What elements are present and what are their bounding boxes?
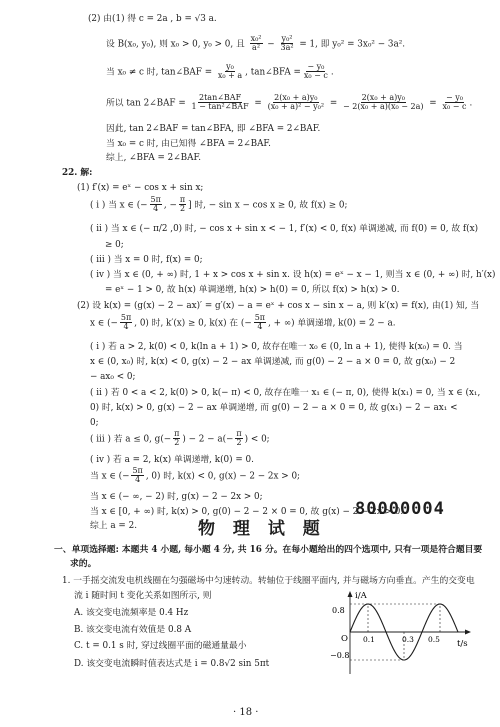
numerator: π [179, 195, 186, 204]
text: x ∈ (− [90, 318, 118, 329]
y-axis-label: i/A [355, 591, 367, 601]
solution-part2-line5: 因此, tan 2∠BAF = tan∠BFA, 即 ∠BFA = 2∠BAF. [106, 124, 321, 134]
q22-line: − ax₀ < 0; [90, 372, 136, 382]
text: = 1, 即 y₀² = 3x₀² − 3a². [296, 39, 406, 50]
text: 当 x ∈ (− [90, 471, 130, 482]
denominator: 3a² [280, 43, 294, 53]
text: ) < 0; [244, 434, 270, 445]
option-a: A. 该交变电流频率是 0.4 Hz [74, 608, 189, 618]
text: ] 时, − sin x − cos x ≥ 0, 故 f(x) ≥ 0; [188, 200, 348, 211]
numerator: − y₀ [307, 62, 325, 71]
denominator: 2 [236, 438, 242, 448]
numerator: 5π [150, 195, 161, 204]
denominator: 4 [135, 475, 141, 485]
text: 所以 tan 2∠BAF = [106, 98, 186, 109]
fraction [217, 63, 243, 81]
y-tick-label: 0.8 [332, 606, 345, 615]
option-c: C. t = 0.1 s 时, 穿过线圈平面的磁通量最小 [74, 641, 247, 651]
text: 设 B(x₀, y₀), 则 x₀ > 0, y₀ > 0, 且 [106, 39, 245, 50]
text: ( iii ) 若 a ≤ 0, g(− [90, 434, 172, 445]
fraction [254, 314, 266, 332]
text: , 0) 时, k′(x) ≥ 0, k(x) 在 (− [134, 318, 252, 329]
denominator: 1 − tan²∠BAF [191, 102, 249, 112]
fraction [179, 196, 186, 214]
numerator: 2(x₀ + a)y₀ [274, 93, 318, 102]
solution-part2-line6: 当 x₀ = c 时, 由已知得 ∠BFA = 2∠BAF. [106, 139, 271, 149]
q22-line: (2) 设 k(x) = (g(x) − 2 − ax)′ = g′(x) − a = eˣ + cos x − sin x − a, 则 k′(x) = f(x), 由(1) 知, 当 [77, 301, 480, 311]
question-1-stem-line2: 流 i 随时间 t 变化关系如图所示, 则 [74, 591, 212, 601]
fraction [173, 430, 180, 448]
option-d: D. 该交变电流瞬时值表达式是 i = 0.8√2 sin 5πt [74, 659, 270, 669]
section-instructions-line2: 求的。 [70, 559, 97, 569]
x-tick-label: 0.1 [363, 635, 375, 644]
text: = [426, 98, 440, 109]
denominator: x₀ − c [303, 71, 328, 81]
q22-line: ( ii ) 当 x ∈ (− π/2 ,0) 时, − cos x + sin x < − 1, f′(x) < 0, f(x) 单调递减, 而 f(0) = 0, 故 f(x) [90, 224, 479, 234]
solution-part2-line2 [106, 35, 405, 53]
fraction [191, 94, 250, 112]
q22-line: 当 x ∈ [0, + ∞) 时, k(x) > 0, g(0) − 2 − 2 × 0 = 0, 故 g(x) − 2 − 2x > 0. [90, 507, 404, 517]
fraction [150, 196, 162, 214]
denominator: x₀ + a [217, 71, 243, 81]
text: , − [163, 200, 177, 211]
numerator: 5π [132, 466, 143, 475]
q22-line: x ∈ (0, x₀) 时, k(x) < 0, g(x) − 2 − ax 单调递减, 而 g(0) − 2 − a × 0 = 0, 故 g(x₀) − 2 [90, 357, 456, 367]
denominator: − 2(x₀ + a)(x₀ − 2a) [343, 102, 424, 112]
fraction [441, 94, 467, 112]
q22-line: ( iv ) 当 x ∈ (0, + ∞) 时, 1 + x > cos x + sin x. 设 h(x) = eˣ − x − 1, 则当 x ∈ (0, + ∞) 时, h′(x) [90, 270, 496, 280]
fraction [267, 94, 325, 112]
option-b: B. 该交变电流有效值是 0.8 A [74, 625, 192, 635]
text: = [251, 98, 265, 109]
numerator: − y₀ [445, 93, 463, 102]
x-tick-label: 0.3 [402, 635, 414, 644]
text: . [330, 67, 334, 78]
text: , 0) 时, k(x) < 0, g(x) − 2 − 2x > 0; [145, 471, 301, 482]
x-axis-arrow-icon [465, 630, 471, 635]
q22-line: ( iii ) 当 x = 0 时, f(x) = 0; [90, 255, 203, 265]
current-time-graph [330, 588, 480, 676]
numerator: π [174, 429, 180, 438]
text: = [327, 98, 341, 109]
q22-line: = eˣ − 1 > 0, 故 h(x) 单调递增, h(x) > h(0) = 0, 所以 f(x) > h(x) > 0. [105, 285, 400, 295]
question-22-heading: 22. 解: [62, 168, 93, 178]
numerator: 5π [254, 313, 266, 322]
q22-line: ( i ) 若 a > 2, k(0) < 0, k(ln a + 1) > 0, 故存在唯一 x₀ ∈ (0, ln a + 1), 使得 k(x₀) = 0. 当 [90, 342, 463, 352]
section-instructions-line1: 一、单项选择题: 本题共 4 小题, 每小题 4 分, 共 16 分。在每小题给出的四个选项中, 只有一项是符合题目要 [54, 545, 483, 555]
y-tick-label: −0.8 [330, 651, 350, 660]
fraction [250, 35, 263, 53]
denominator: 2 [174, 438, 180, 448]
solution-part2-line7: 综上, ∠BFA = 2∠BAF. [106, 153, 201, 163]
q22-line: 综上 a = 2. [90, 521, 137, 531]
text: , + ∞) 单调递增, k(0) = 2 − a. [268, 318, 396, 329]
q22-line: (1) f′(x) = eˣ − cos x + sin x; [77, 183, 204, 193]
code-stamp: 80000004 [355, 499, 445, 519]
text: . [469, 98, 473, 109]
text: − [264, 39, 278, 50]
fraction [235, 430, 242, 448]
x-tick-label: 0.5 [428, 635, 440, 644]
fraction [342, 94, 424, 112]
denominator: a² [252, 43, 261, 53]
physics-section-title: 物 理 试 题 [198, 519, 326, 539]
text: ( i ) 当 x ∈ (− [90, 200, 148, 211]
denominator: (x₀ + a)² − y₀² [267, 102, 325, 112]
numerator: 5π [120, 313, 132, 322]
q22-line [90, 196, 347, 214]
numerator: 2(x₀ + a)y₀ [361, 93, 405, 102]
q22-line [90, 467, 300, 485]
fraction [279, 35, 294, 53]
page-number: · 18 · [233, 707, 259, 718]
text: ) − 2 − a(− [182, 434, 234, 445]
fraction [120, 314, 132, 332]
numerator: 2tan∠BAF [199, 93, 242, 102]
q22-line: ≥ 0; [105, 240, 124, 250]
denominator: x₀ − c [442, 102, 467, 112]
text: , tan∠BFA = [245, 67, 301, 78]
q22-line: ( ii ) 若 0 < a < 2, k(0) > 0, k(− π) < 0, 故存在唯一 x₁ ∈ (− π, 0), 使得 k(x₁) = 0, 当 x ∈ (x₁, [90, 388, 481, 398]
numerator: x₀² [250, 34, 262, 43]
solution-part2-line1: (2) 由(1) 得 c = 2a , b = √3 a. [88, 14, 217, 24]
q22-line: 当 x ∈ (− ∞, − 2) 时, g(x) − 2 − 2x > 0; [90, 492, 263, 502]
numerator: y₀² [281, 34, 293, 43]
solution-part2-line4 [106, 94, 472, 112]
denominator: 2 [179, 204, 186, 214]
denominator: 4 [257, 322, 263, 332]
fraction [303, 63, 329, 81]
q22-line [90, 314, 396, 332]
q22-line: ( iv ) 若 a = 2, k(x) 单调递增, k(0) = 0. [90, 455, 254, 465]
text: 当 x₀ ≠ c 时, tan∠BAF = [106, 67, 213, 78]
q22-line: 0; [90, 418, 99, 428]
solution-part2-line3 [106, 63, 334, 81]
q22-line: 0) 时, k(x) > 0, g(x) − 2 − ax 单调递增, 而 g(0) − 2 − a × 0 = 0, 故 g(x₁) − 2 − ax₁ < [90, 403, 458, 413]
numerator: π [236, 429, 242, 438]
denominator: 4 [153, 204, 159, 214]
origin-label: O [341, 634, 348, 644]
y-axis-arrow-icon [348, 591, 353, 597]
x-axis-label: t/s [457, 639, 468, 649]
question-1-stem-line1: 1. 一手摇交流发电机线圈在匀强磁场中匀速转动。转轴位于线圈平面内, 并与磁场方向垂直。产生的交变电 [62, 576, 475, 586]
fraction [131, 467, 143, 485]
denominator: 4 [123, 322, 129, 332]
numerator: y₀ [226, 62, 234, 71]
q22-line [90, 430, 270, 448]
